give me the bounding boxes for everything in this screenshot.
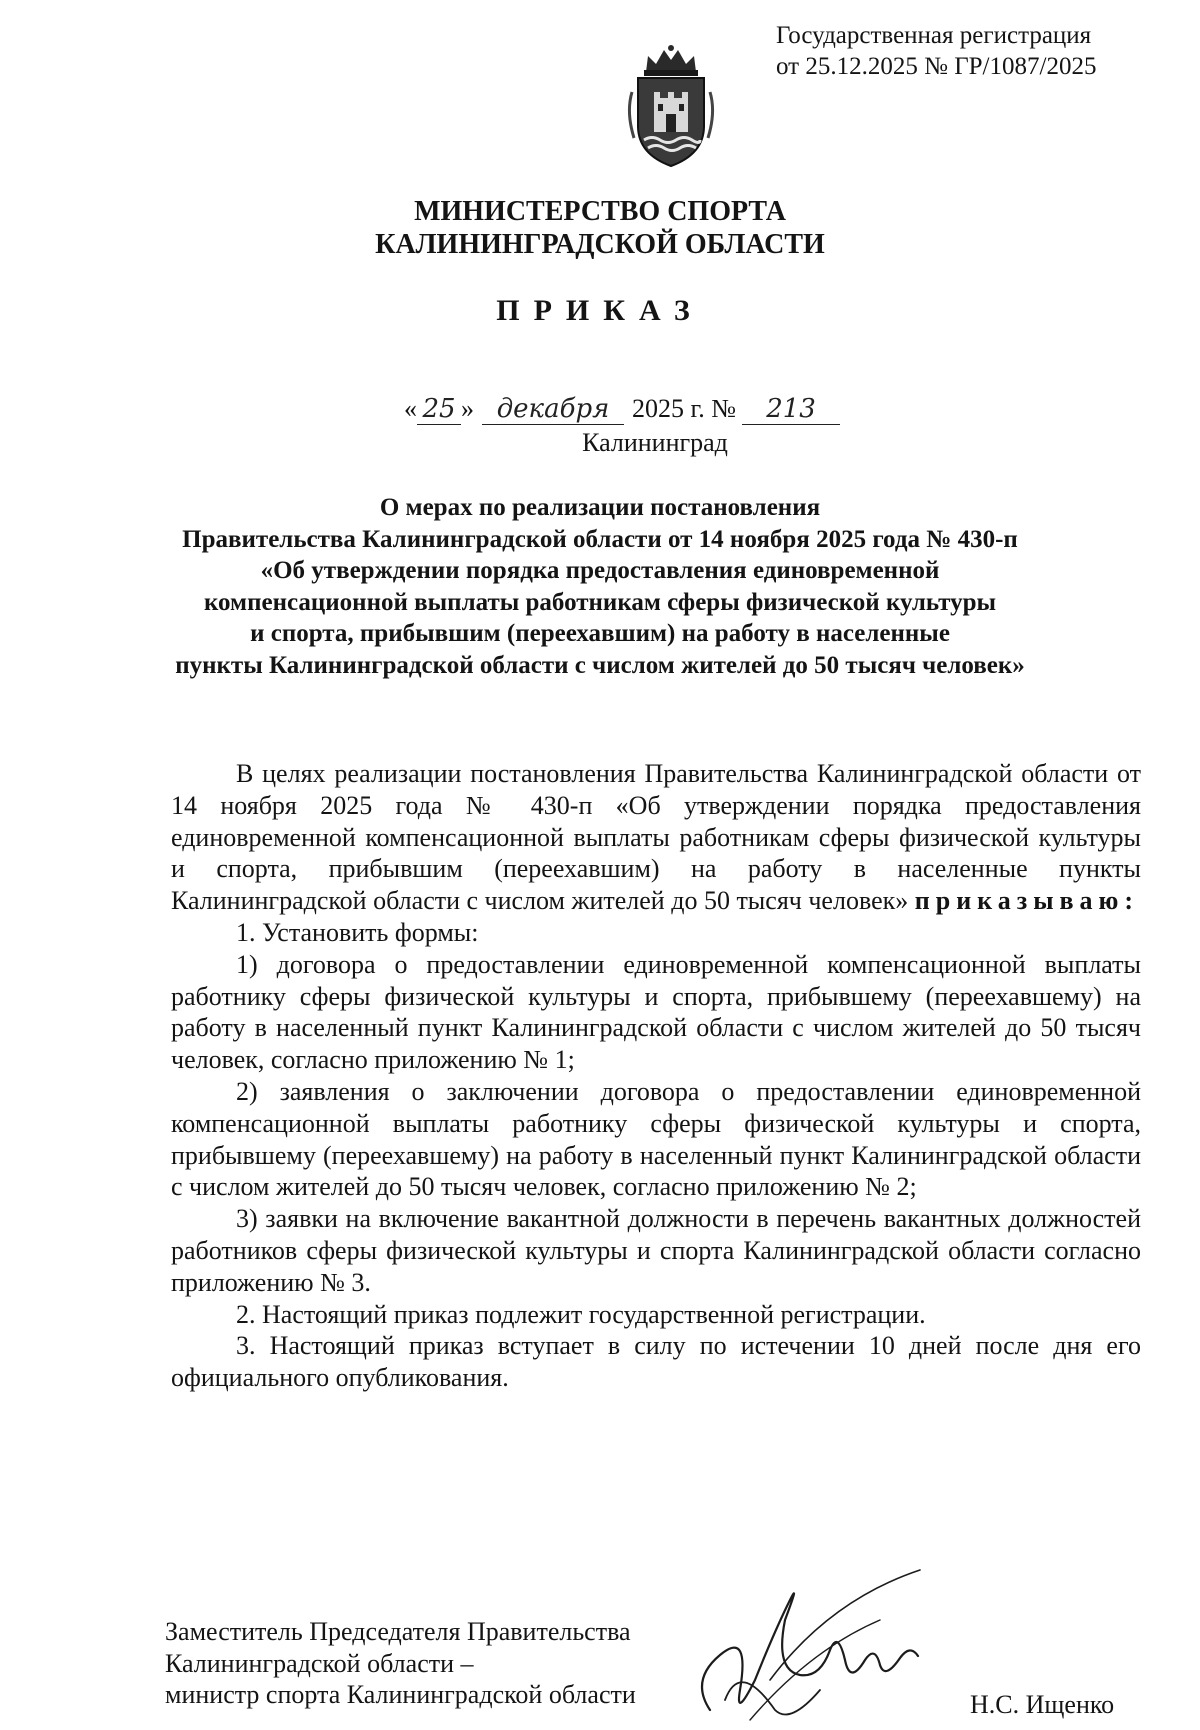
date-month: декабря xyxy=(482,394,624,425)
date-year-number-label: 2025 г. № xyxy=(632,394,737,423)
title-line: и спорта, прибывшим (переехавшим) на работу в населенные xyxy=(250,620,950,648)
ministry-line-2: КАЛИНИНГРАДСКОЙ ОБЛАСТИ xyxy=(375,229,825,260)
handwritten-signature-icon xyxy=(680,1560,960,1730)
date-open-quote: « xyxy=(404,394,417,423)
title-line: О мерах по реализации постановления xyxy=(379,494,821,521)
coat-of-arms-icon xyxy=(618,42,724,172)
signatory-name: Н.С. Ищенко xyxy=(970,1690,1115,1719)
ministry-line-1: МИНИСТЕРСТВО СПОРТА xyxy=(414,196,786,227)
registration-stamp xyxy=(776,20,1096,82)
document-type: ПРИКАЗ xyxy=(496,294,704,327)
position-line-2: Калининградской области – xyxy=(165,1648,474,1678)
registration-line-1: Государственная регистрация xyxy=(776,22,1092,49)
title-line: компенсационной выплаты работникам сферы физической культуры xyxy=(203,588,997,616)
document-title xyxy=(0,492,1200,682)
item-1-2: 2) заявления о заключении договора о предоставлении единовременной компенсационной выплаты работнику сферы физической культуры и спорта, прибывшему (переехавшему) на работу в населенный пункт Калининградской области с числом жителей до 50 тысяч человек, согласно приложению № 2; xyxy=(171,1076,1141,1202)
item-1-3: 3) заявки на включение вакантной должности в перечень вакантных должностей работников сферы физической культуры и спорта Калининградской области согласно приложению № 3. xyxy=(171,1204,1141,1297)
preamble-text: В целях реализации постановления Правительства Калининградской области от 14 ноября 2025 года № 430-п «Об утверждении порядка предоставления единовременной компенсационной выплаты работникам сферы физической культуры и спорта, прибывшим (переехавшим) на работу в населенные пункты Калининградской области с числом жителей до 50 тысяч человек» xyxy=(171,759,1141,916)
date-day: 25 xyxy=(417,394,461,425)
item-1-1: 1) договора о предоставлении единовременной компенсационной выплаты работнику сферы физической культуры и спорта, прибывшему (переехавшему) на работу в населенный пункт Калининградской области с числом жителей до 50 тысяч человек, согласно приложению № 1; xyxy=(171,949,1141,1075)
title-line: пункты Калининградской области с числом жителей до 50 тысяч человек» xyxy=(175,651,1025,679)
item-2: 2. Настоящий приказ подлежит государственной регистрации. xyxy=(236,1299,926,1329)
item-3: 3. Настоящий приказ вступает в силу по истечении 10 дней после дня его официального опубликования. xyxy=(171,1331,1141,1393)
title-line: «Об утверждении порядка предоставления единовременной xyxy=(260,557,940,585)
city: Калининград xyxy=(582,428,728,457)
order-date-line xyxy=(404,394,840,425)
item-1: 1. Установить формы: xyxy=(236,917,479,947)
date-close-quote: » xyxy=(461,394,474,423)
document-body xyxy=(171,758,1141,1394)
position-line-3: министр спорта Калининградской области xyxy=(165,1680,636,1709)
ministry-name xyxy=(0,195,1200,261)
order-word: приказываю: xyxy=(914,886,1140,916)
title-line: Правительства Калининградской области от 14 ноября 2025 года № 430-п xyxy=(182,525,1018,553)
preamble-paragraph xyxy=(171,758,1141,917)
registration-line-2: от 25.12.2025 № ГР/1087/2025 xyxy=(776,53,1097,80)
position-line-1: Заместитель Председателя Правительства xyxy=(165,1617,631,1646)
signatory-position xyxy=(165,1616,636,1711)
order-number: 213 xyxy=(742,394,840,425)
